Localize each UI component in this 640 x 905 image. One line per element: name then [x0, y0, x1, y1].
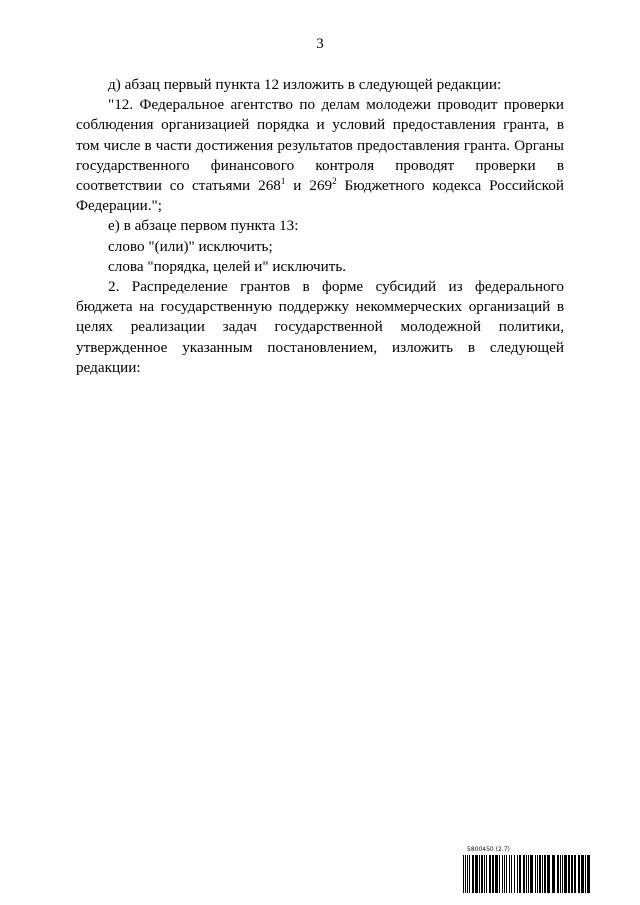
barcode-bar — [539, 855, 541, 893]
barcode-bar — [547, 855, 550, 893]
barcode-bar — [585, 855, 586, 893]
barcode-bar — [506, 855, 507, 893]
barcode-bar — [465, 855, 466, 893]
clause-12-text-after: Бюджетного кодекса Российской Федерации."; — [76, 177, 564, 215]
barcode-bar — [581, 855, 584, 893]
barcode-bar — [564, 855, 567, 893]
barcode-bar — [514, 855, 515, 893]
superscript-2: 2 — [332, 176, 337, 187]
barcode-bar — [587, 855, 590, 893]
barcode-bar — [502, 855, 503, 893]
barcode-bar — [499, 855, 500, 893]
barcode-bar — [519, 855, 521, 893]
barcode-bar — [484, 855, 485, 893]
barcode-bar — [486, 855, 487, 893]
document-barcode — [463, 846, 591, 896]
paragraph-item-2: 2. Распределение грантов в форме субсидий из федерального бюджета на государственную поддержку некоммерческих организаций в целях реализации задач государственной молодежной политики, утвержденное указанным постановлением, изложить в следующей редакции: — [76, 278, 564, 376]
page-number: 3 — [316, 36, 324, 52]
barcode-bar — [489, 855, 491, 893]
clause-12-text-before: "12. Федеральное агентство по делам молодежи проводит проверки соблюдения организацией порядка и условий предоставления гранта, в том числе в части достижения результатов предоставления гранта. Органы государственного финансового контроля проводят проверки в соответствии со статьями 268 — [76, 96, 564, 195]
barcode-bar — [578, 855, 580, 893]
barcode-bar — [568, 855, 570, 893]
paragraph-quoted-clause-12 — [76, 95, 564, 216]
barcode-bar — [530, 855, 533, 893]
barcode-bar — [544, 855, 546, 893]
document-body — [76, 75, 564, 378]
paragraph-word-removal: слово "(или)" исключить; — [108, 237, 273, 255]
barcode-bar — [528, 855, 529, 893]
paragraph-words-removal: слова "порядка, целей и" исключить. — [108, 257, 347, 275]
barcode-bar — [504, 855, 505, 893]
barcode-bar — [481, 855, 483, 893]
barcode-bar — [552, 855, 555, 893]
barcode-bar — [557, 855, 559, 893]
paragraph-item-d: д) абзац первый пункта 12 изложить в следующей редакции: — [108, 76, 502, 93]
barcode-bar — [492, 855, 494, 893]
barcode-bar — [574, 855, 576, 893]
barcode-bar — [509, 855, 510, 893]
superscript-1: 1 — [280, 176, 286, 187]
barcode-bar — [463, 855, 464, 893]
barcode-bar — [562, 855, 563, 893]
barcode-bar — [472, 855, 474, 893]
barcode-bar — [523, 855, 525, 893]
barcode-bar — [467, 855, 468, 893]
barcode-bar — [495, 855, 498, 893]
barcode-caption: 5800450 (2.7) — [467, 846, 510, 853]
clause-12-text-mid: и 269 — [285, 177, 333, 195]
barcode-bar — [542, 855, 543, 893]
barcode-bar — [517, 855, 518, 893]
barcode-bar — [469, 855, 470, 893]
barcode-bar — [526, 855, 527, 893]
barcode-bar — [560, 855, 561, 893]
barcode-bar — [511, 855, 512, 893]
barcode-bar — [571, 855, 573, 893]
barcode-bar — [479, 855, 480, 893]
barcode-bar — [537, 855, 538, 893]
barcode-bar — [475, 855, 478, 893]
barcode-bar — [535, 855, 536, 893]
paragraph-item-e: е) в абзаце первом пункта 13: — [108, 217, 299, 235]
barcode-image — [463, 855, 591, 893]
